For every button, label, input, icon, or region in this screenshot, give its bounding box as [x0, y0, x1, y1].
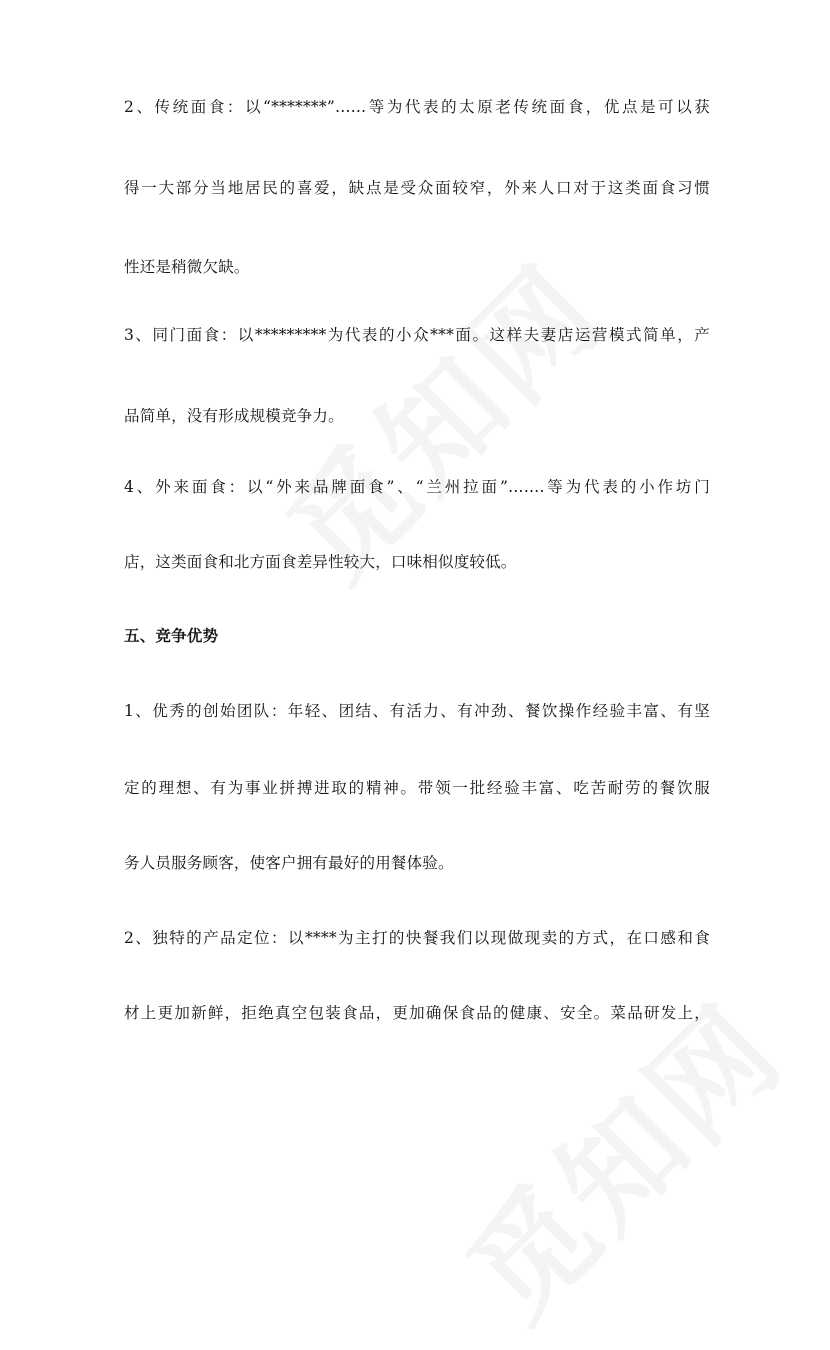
- paragraph-line: 3、同门面食：以*********为代表的小众***面。这样夫妻店运营模式简单，产: [124, 326, 710, 344]
- paragraph-line: 品简单，没有形成规模竞争力。: [124, 407, 344, 425]
- paragraph-line: 2、独特的产品定位：以****为主打的快餐我们以现做现卖的方式，在口感和食: [124, 929, 710, 947]
- paragraph-line: 得一大部分当地居民的喜爱，缺点是受众面较窄，外来人口对于这类面食习惯: [124, 179, 710, 197]
- paragraph-line: 4、外来面食：以“外来品牌面食”、“兰州拉面”…….等为代表的小作坊门: [124, 478, 710, 496]
- paragraph-line: 材上更加新鲜，拒绝真空包装食品，更加确保食品的健康、安全。菜品研发上，: [124, 1004, 710, 1022]
- paragraph-line: 2、传统面食：以“*******”……等为代表的太原老传统面食，优点是可以获: [124, 98, 710, 116]
- section-heading: 五、竞争优势: [124, 627, 219, 645]
- paragraph-line: 1、优秀的创始团队：年轻、团结、有活力、有冲劲、餐饮操作经验丰富、有坚: [124, 702, 710, 720]
- paragraph-line: 定的理想、有为事业拼搏进取的精神。带领一批经验丰富、吃苦耐劳的餐饮服: [124, 779, 710, 797]
- paragraph-line: 务人员服务顾客，使客户拥有最好的用餐体验。: [124, 854, 454, 872]
- paragraph-line: 性还是稍微欠缺。: [124, 258, 250, 276]
- paragraph-line: 店，这类面食和北方面食差异性较大，口味相似度较低。: [124, 553, 517, 571]
